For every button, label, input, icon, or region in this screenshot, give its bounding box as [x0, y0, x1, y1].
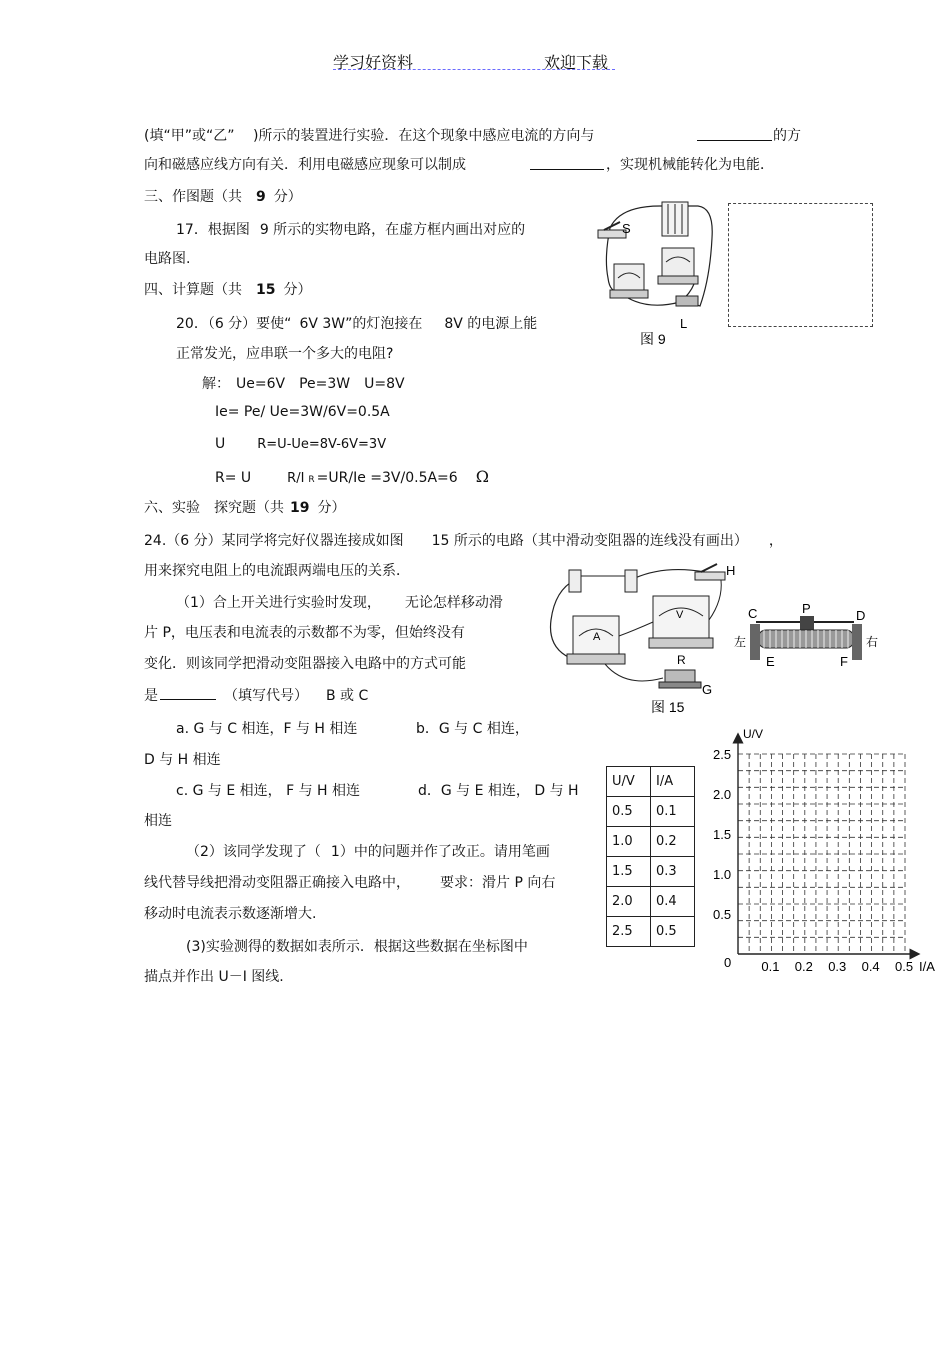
- rheostat-label-left: 左: [734, 635, 747, 649]
- table-row: [607, 887, 695, 917]
- solution-line-4: R= U R/I R =UR/Ie =3V/0.5A=6 Ω: [215, 467, 489, 486]
- section-4-heading: 四、计算题（共 15 分）: [144, 282, 312, 298]
- x-tick-label: 0.5: [895, 959, 914, 974]
- table-cell: 0.3: [651, 857, 695, 887]
- line-1a: (填“甲”或“乙”: [144, 128, 235, 144]
- solution-line-1: 解： Ue=6V Pe=3W U=8V: [202, 376, 405, 392]
- part-2-line-2: 线代替导线把滑动变阻器正确接入电路中， 要求：滑片 P 向右: [144, 875, 556, 891]
- part-3-line-1: (3)实验测得的数据如表所示．根据这些数据在坐标图中: [186, 939, 528, 955]
- data-table: [606, 766, 695, 947]
- fig15-label-g: G: [702, 682, 713, 697]
- option-d-cont: 相连: [144, 813, 172, 829]
- answer-dashed-box: [728, 203, 873, 327]
- ui-graph-grid: [705, 724, 945, 980]
- fig15-caption: 图 15: [651, 699, 685, 715]
- figure-9-circuit: [590, 198, 720, 348]
- line-1c: 的方: [773, 128, 801, 144]
- header-left: 学习好资料: [333, 53, 414, 72]
- figure-15-circuit: [545, 560, 736, 720]
- table-row: [607, 917, 695, 947]
- table-cell: 1.5: [607, 857, 651, 887]
- part-2-line-1: （2）该同学发现了（ 1）中的问题并作了改正。请用笔画: [186, 844, 550, 860]
- y-tick-label: 0.5: [713, 907, 732, 922]
- part-1-line-4: 是 （填写代号） B 或 C: [144, 685, 368, 705]
- x-axis-label: I/A: [919, 959, 935, 974]
- option-d: d．G 与 E 相连， D 与 H: [418, 783, 579, 799]
- part-1-line-2: 片 P，电压表和电流表的示数都不为零，但始终没有: [144, 625, 465, 641]
- question-17-cont: 电路图.: [144, 251, 191, 267]
- fig9-label-l: L: [680, 316, 688, 331]
- y-tick-label: 1.5: [713, 827, 732, 842]
- y-tick-label: 2.0: [713, 787, 732, 802]
- x-tick-label: 0.4: [861, 959, 880, 974]
- option-b: b．G 与 C 相连，: [416, 721, 529, 737]
- option-c: c. G 与 E 相连， F 与 H 相连: [176, 783, 361, 799]
- table-cell: 0.2: [651, 827, 695, 857]
- rheostat-label-right: 右: [866, 635, 879, 649]
- section-6-heading: 六、实验 探究题（共 19 分）: [144, 500, 346, 516]
- rheostat-label-d: D: [856, 608, 866, 623]
- table-cell: 0.5: [651, 917, 695, 947]
- question-17: 17．根据图 9 所示的实物电路，在虚方框内画出对应的: [176, 222, 526, 238]
- header-divider: [333, 69, 615, 70]
- table-row: [607, 827, 695, 857]
- line-2a: 向和磁感应线方向有关．利用电磁感应现象可以制成: [144, 157, 466, 173]
- table-cell: 2.5: [607, 917, 651, 947]
- part-2-line-3: 移动时电流表示数逐渐增大.: [144, 906, 317, 922]
- y-tick-label: 2.5: [713, 747, 732, 762]
- fig9-caption: 图 9: [640, 331, 666, 347]
- x-tick-label: 0.1: [761, 959, 780, 974]
- x-tick-label: 0.3: [828, 959, 847, 974]
- answer-blank-1: [697, 126, 772, 141]
- question-24-cont: 用来探究电阻上的电流跟两端电压的关系．: [144, 563, 410, 579]
- option-b-cont: D 与 H 相连: [144, 752, 221, 768]
- table-row: [607, 857, 695, 887]
- table-cell: 2.0: [607, 887, 651, 917]
- part-1-line-3: 变化．则该同学把滑动变阻器接入电路中的方式可能: [144, 656, 466, 672]
- fig15-label-v: V: [676, 609, 684, 621]
- section-3-heading: 三、作图题（共 9 分）: [144, 189, 302, 205]
- table-header-u: U/V: [607, 767, 651, 797]
- rheostat-label-c: C: [748, 606, 758, 621]
- header-right: 欢迎下载: [544, 53, 609, 72]
- rheostat-label-p: P: [802, 601, 811, 616]
- x-tick-label: 0.2: [794, 959, 813, 974]
- table-cell: 0.4: [651, 887, 695, 917]
- question-20: 20．（6 分）要使“ 6V 3W”的灯泡接在 8V 的电源上能: [176, 316, 538, 332]
- y-axis-label: U/V: [743, 727, 764, 741]
- rheostat-figure: [730, 598, 880, 673]
- question-20-cont: 正常发光，应串联一个多大的电阻?: [176, 346, 394, 362]
- fig15-label-r: R: [677, 653, 686, 667]
- rheostat-label-f: F: [840, 654, 848, 669]
- fig15-label-h: H: [726, 563, 736, 578]
- table-cell: 0.1: [651, 797, 695, 827]
- answer-blank-2: [530, 155, 604, 170]
- y-tick-label: 1.0: [713, 867, 732, 882]
- table-cell: 0.5: [607, 797, 651, 827]
- table-cell: 1.0: [607, 827, 651, 857]
- solution-line-2: Ie= Pe/ Ue=3W/6V=0.5A: [215, 404, 390, 420]
- part-3-line-2: 描点并作出 U－I 图线.: [144, 969, 284, 985]
- part-1-line-1: （1）合上开关进行实验时发现， 无论怎样移动滑: [176, 595, 503, 611]
- line-1: [144, 125, 594, 145]
- line-2b: ，实现机械能转化为电能．: [606, 157, 774, 173]
- table-header-i: I/A: [651, 767, 695, 797]
- fig9-label-s: S: [622, 221, 631, 236]
- solution-line-3: U R=U-Ue=8V-6V=3V: [215, 436, 387, 452]
- line-1b: )所示的装置进行实验．在这个现象中感应电流的方向与: [252, 128, 595, 144]
- question-24: 24.（6 分）某同学将完好仪器连接成如图 15 所示的电路（其中滑动变阻器的连线没有画出） ，: [144, 533, 783, 549]
- origin-label: 0: [724, 955, 732, 970]
- answer-blank-3: [160, 685, 216, 700]
- fig15-label-a: A: [593, 631, 601, 643]
- table-row: [607, 797, 695, 827]
- option-a: a. G 与 C 相连，F 与 H 相连: [176, 721, 358, 737]
- rheostat-label-e: E: [766, 654, 775, 669]
